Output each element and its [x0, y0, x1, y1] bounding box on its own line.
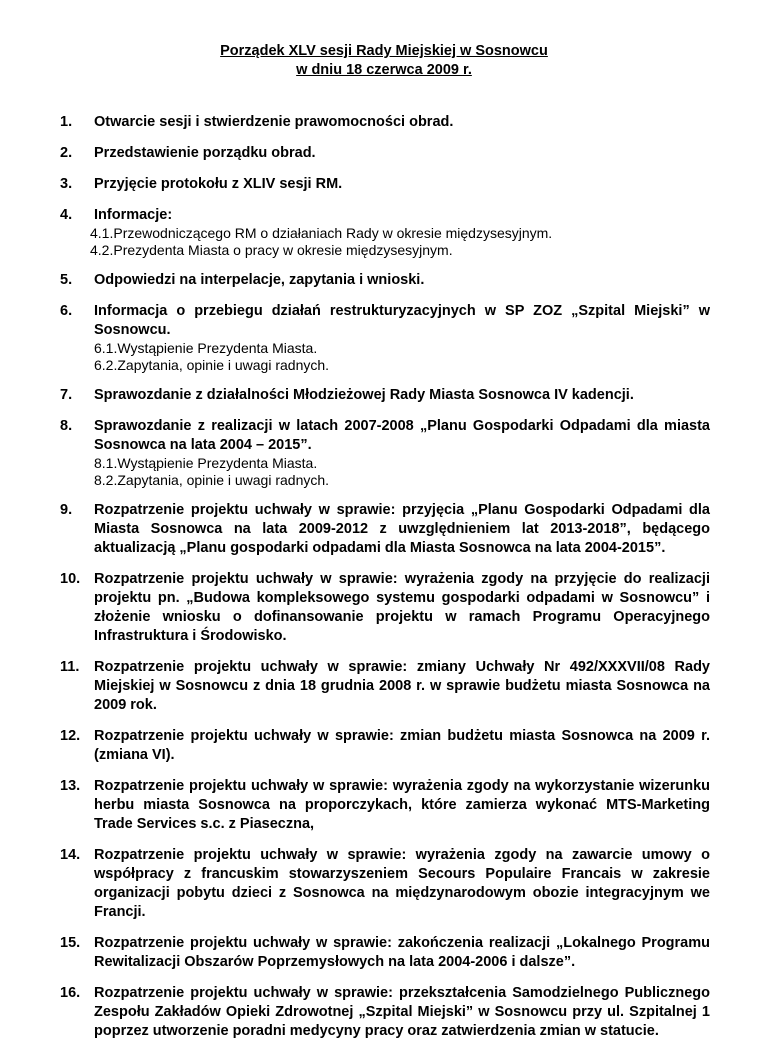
agenda-subitem: 4.1.Przewodniczącego RM o działaniach Rady w okresie międzysesyjnym. [90, 225, 553, 241]
agenda-item-text: Sprawozdanie z działalności Młodzieżowej Rady Miasta Sosnowca IV kadencji. [94, 387, 634, 403]
agenda-item [60, 417, 710, 489]
agenda-item-number: 14. [60, 847, 81, 863]
agenda-item-text: Informacje: [94, 207, 173, 223]
agenda-item-number: 9. [60, 502, 73, 518]
agenda-item-number: 10. [60, 571, 81, 587]
agenda-item [60, 144, 710, 163]
agenda-item [60, 727, 710, 765]
agenda-subitem: 6.2.Zapytania, opinie i uwagi radnych. [94, 357, 330, 373]
agenda-item-text: Rozpatrzenie projektu uchwały w sprawie: zmian budżetu miasta Sosnowca na 2009 r. (zmiana VI). [94, 728, 710, 763]
agenda-item-text: Informacja o przebiegu działań restrukturyzacyjnych w SP ZOZ „Szpital Miejski” w Sosnowcu. [94, 303, 710, 338]
agenda-item [60, 113, 710, 132]
agenda-item-text: Rozpatrzenie projektu uchwały w sprawie: przyjęcia „Planu Gospodarki Odpadami dla Miasta Sosnowca na lata 2009-2012 z uwzględnieniem lat 2013-2018”, będącego aktualizacją „Planu gospodarki odpadami dla Miasta Sosnowca na lata 2004-2015”. [94, 502, 710, 556]
agenda-subitem: 8.1.Wystąpienie Prezydenta Miasta. [94, 455, 318, 471]
agenda-item [60, 658, 710, 715]
agenda-item [60, 206, 710, 259]
agenda-item-number: 16. [60, 985, 81, 1001]
agenda-item-number: 4. [60, 207, 73, 223]
title-line-2: w dniu 18 czerwca 2009 r. [296, 62, 472, 78]
agenda-item-number: 12. [60, 728, 81, 744]
agenda-item [60, 846, 710, 922]
agenda-item [60, 984, 710, 1041]
agenda-subitem: 6.1.Wystąpienie Prezydenta Miasta. [94, 340, 318, 356]
agenda-item-text: Rozpatrzenie projektu uchwały w sprawie: zmiany Uchwały Nr 492/XXXVII/08 Rady Miejskiej w Sosnowcu z dnia 18 grudnia 2008 r. w sprawie budżetu miasta Sosnowca na 2009 rok. [94, 659, 710, 713]
agenda-item [60, 777, 710, 834]
agenda-item-number: 6. [60, 303, 73, 319]
agenda-item-text: Przedstawienie porządku obrad. [94, 145, 316, 161]
agenda-item-number: 1. [60, 114, 73, 130]
agenda-item-number: 13. [60, 778, 81, 794]
agenda-item-number: 8. [60, 418, 73, 434]
agenda-item [60, 271, 710, 290]
agenda-item-text: Sprawozdanie z realizacji w latach 2007-2008 „Planu Gospodarki Odpadami dla miasta Sosnowca na lata 2004 – 2015”. [94, 418, 710, 453]
agenda-item-number: 7. [60, 387, 73, 403]
agenda-item-text: Rozpatrzenie projektu uchwały w sprawie: wyrażenia zgody na wykorzystanie wizerunku herbu miasta Sosnowca na proporczykach, które zamierza wykonać MTS-Marketing Trade Services s.c. z Piaseczna, [94, 778, 710, 832]
agenda-subitem: 4.2.Prezydenta Miasta o pracy w okresie międzysesyjnym. [90, 242, 453, 258]
agenda-item-number: 2. [60, 145, 73, 161]
agenda-item [60, 570, 710, 646]
agenda-item-text: Rozpatrzenie projektu uchwały w sprawie: wyrażenia zgody na przyjęcie do realizacji projektu pn. „Budowa kompleksowego systemu gospodarki odpadami w Sosnowcu” i złożenie wniosku o dofinansowanie projektu w ramach Programu Operacyjnego Infrastruktura i Środowisko. [94, 571, 710, 644]
agenda-list [60, 113, 710, 1053]
agenda-item-text: Odpowiedzi na interpelacje, zapytania i wnioski. [94, 272, 425, 288]
agenda-item-text: Otwarcie sesji i stwierdzenie prawomocności obrad. [94, 114, 454, 130]
agenda-item-number: 11. [60, 659, 80, 675]
agenda-item-text: Rozpatrzenie projektu uchwały w sprawie: zakończenia realizacji „Lokalnego Programu Rewitalizacji Obszarów Poprzemysłowych na lata 2004-2006 i dalsze”. [94, 935, 710, 970]
agenda-item [60, 302, 710, 374]
document-title [0, 42, 768, 80]
agenda-item [60, 501, 710, 558]
agenda-item [60, 386, 710, 405]
agenda-item [60, 175, 710, 194]
agenda-item-text: Rozpatrzenie projektu uchwały w sprawie: przekształcenia Samodzielnego Publicznego Zespołu Zakładów Opieki Zdrowotnej „Szpital Miejski” w Sosnowcu przy ul. Szpitalnej 1 poprzez utworzenie poradni medycyny pracy oraz zatwierdzenia zmian w statucie. [94, 985, 710, 1039]
agenda-subitem: 8.2.Zapytania, opinie i uwagi radnych. [94, 472, 330, 488]
agenda-item [60, 934, 710, 972]
agenda-item-number: 3. [60, 176, 73, 192]
agenda-item-text: Rozpatrzenie projektu uchwały w sprawie: wyrażenia zgody na zawarcie umowy o współpracy z francuskim stowarzyszeniem Secours Populaire Francais w zakresie organizacji pobytu dzieci z Sosnowca na międzynarodowym obozie integracyjnym we Francji. [94, 847, 710, 920]
title-line-1: Porządek XLV sesji Rady Miejskiej w Sosnowcu [220, 43, 548, 59]
agenda-item-number: 15. [60, 935, 81, 951]
agenda-item-text: Przyjęcie protokołu z XLIV sesji RM. [94, 176, 343, 192]
agenda-item-number: 5. [60, 272, 73, 288]
